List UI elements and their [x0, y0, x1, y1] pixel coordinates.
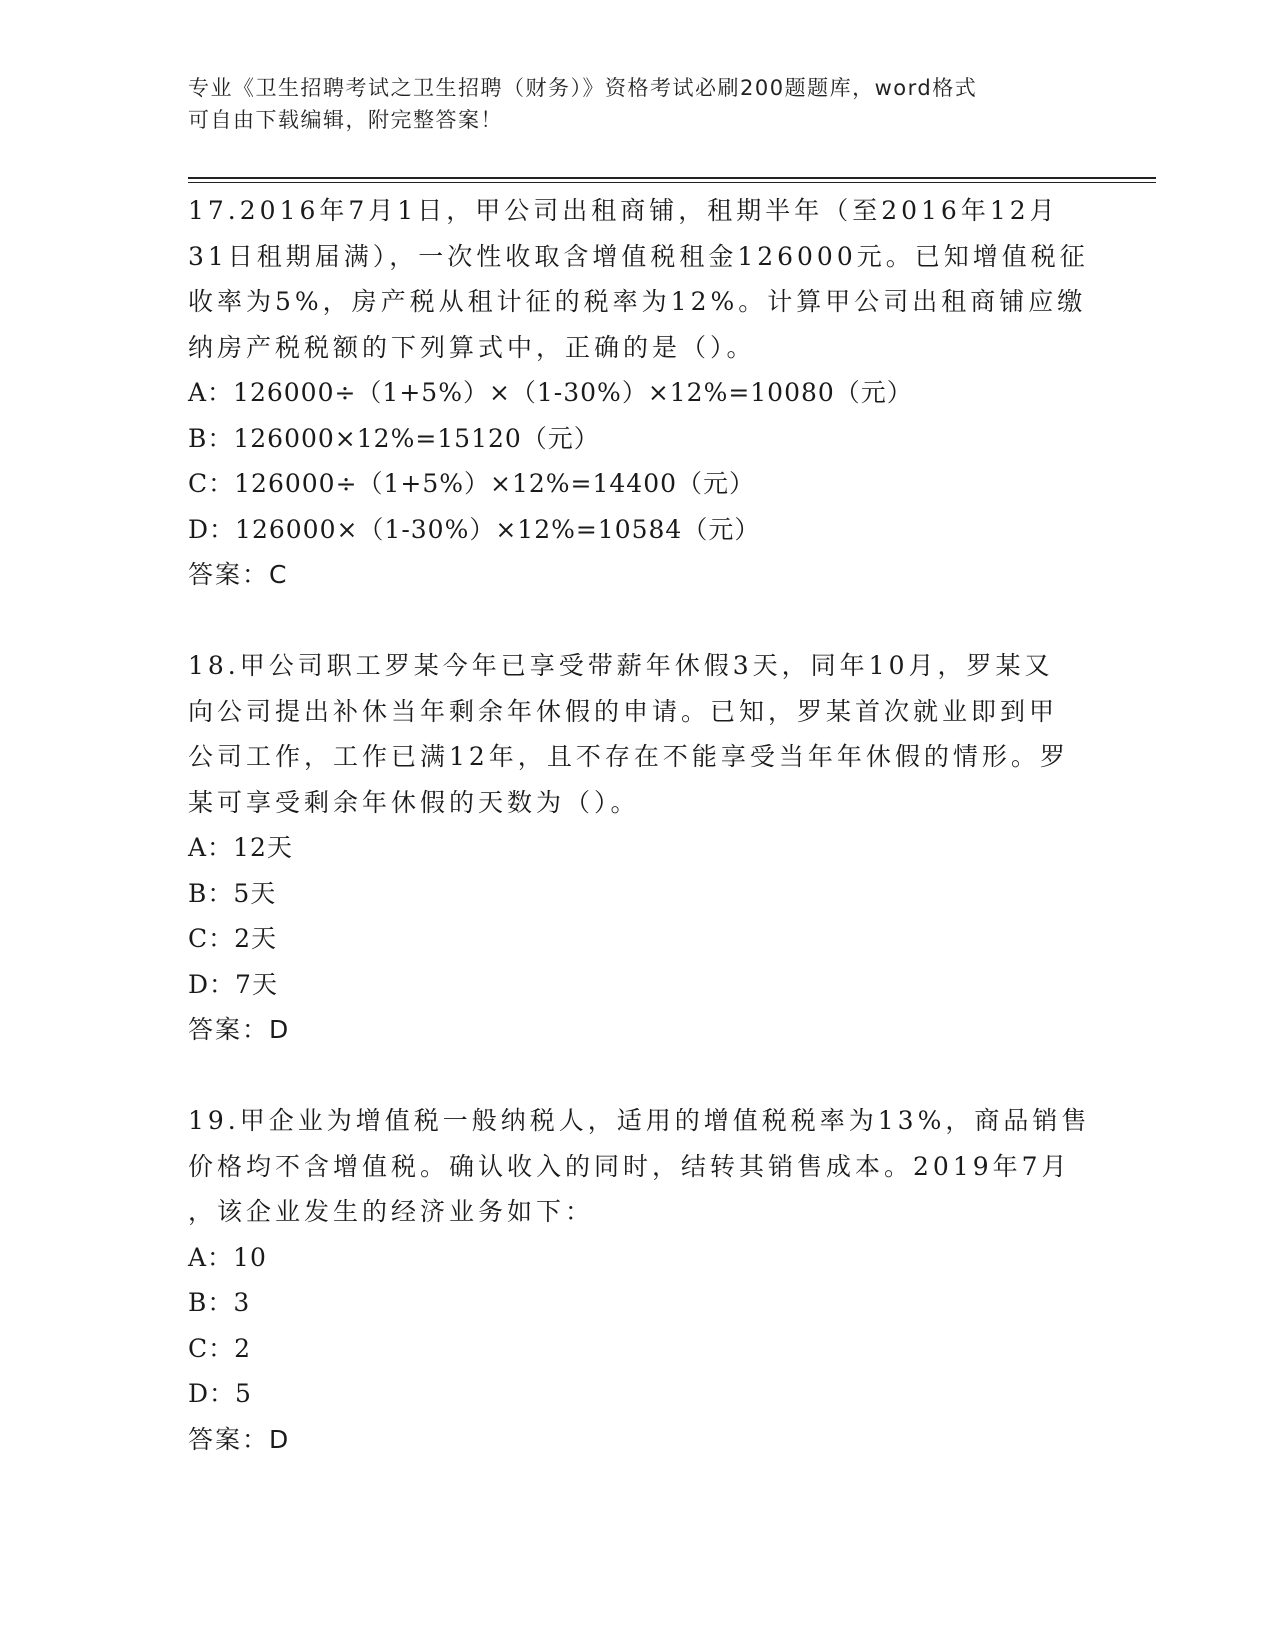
option-a: A：12天 [188, 833, 293, 862]
answer: 答案：D [188, 1424, 291, 1454]
question-19 [188, 1098, 1091, 1462]
question-line: 公司工作，工作已满12年，且不存在不能享受当年年休假的情形。罗 [188, 742, 1069, 771]
question-line: 某可享受剩余年休假的天数为（）。 [188, 787, 640, 817]
header-line: 专业《卫生招聘考试之卫生招聘（财务）》资格考试必刷200题题库，word格式 [188, 76, 978, 100]
option-c: C：2 [188, 1333, 252, 1363]
header-divider [188, 177, 1156, 179]
question-line: 17.2016年7月1日，甲公司出租商铺，租期半年（至2016年12月 [188, 196, 1059, 225]
option-b: B：3 [188, 1288, 251, 1317]
option-d: D：7天 [188, 969, 278, 999]
option-d: D：126000×（1-30%）×12%=10584（元） [188, 514, 761, 544]
question-line: 价格均不含增值税。确认收入的同时，结转其销售成本。2019年7月 [188, 1151, 1071, 1181]
question-text [188, 1098, 1091, 1235]
option-b: B：5天 [188, 878, 277, 908]
question-line: 向公司提出补休当年剩余年休假的申请。已知，罗某首次就业即到甲 [188, 696, 1059, 726]
question-line: 19.甲企业为增值税一般纳税人，适用的增值税税率为13%，商品销售 [188, 1106, 1091, 1135]
header-line: 可自由下载编辑，附完整答案！ [188, 108, 503, 132]
option-d: D：5 [188, 1379, 252, 1408]
option-a: A：10 [188, 1242, 267, 1272]
question-line: 18.甲公司职工罗某今年已享受带薪年休假3天，同年10月，罗某又 [188, 651, 1054, 680]
question-text [188, 643, 1088, 825]
option-a: A：126000÷（1+5%）×（1-30%）×12%=10080（元） [188, 378, 913, 407]
document-header [188, 72, 1088, 136]
header-divider-thin [188, 182, 1156, 183]
question-18 [188, 643, 1088, 1053]
answer: 答案：C [188, 560, 289, 589]
answer: 答案：D [188, 1015, 291, 1044]
option-c: C：126000÷（1+5%）×12%=14400（元） [188, 469, 756, 498]
question-17 [188, 188, 1088, 598]
question-text [188, 188, 1088, 370]
option-c: C：2天 [188, 924, 278, 953]
question-line: 31日租期届满），一次性收取含增值税租金126000元。已知增值税征 [188, 241, 1089, 271]
question-line: 收率为5%，房产税从租计征的税率为12%。计算甲公司出租商铺应缴 [188, 287, 1087, 316]
question-line: 纳房产税税额的下列算式中，正确的是（）。 [188, 332, 756, 362]
question-line: ，该企业发生的经济业务如下： [188, 1197, 595, 1226]
option-b: B：126000×12%=15120（元） [188, 423, 600, 453]
